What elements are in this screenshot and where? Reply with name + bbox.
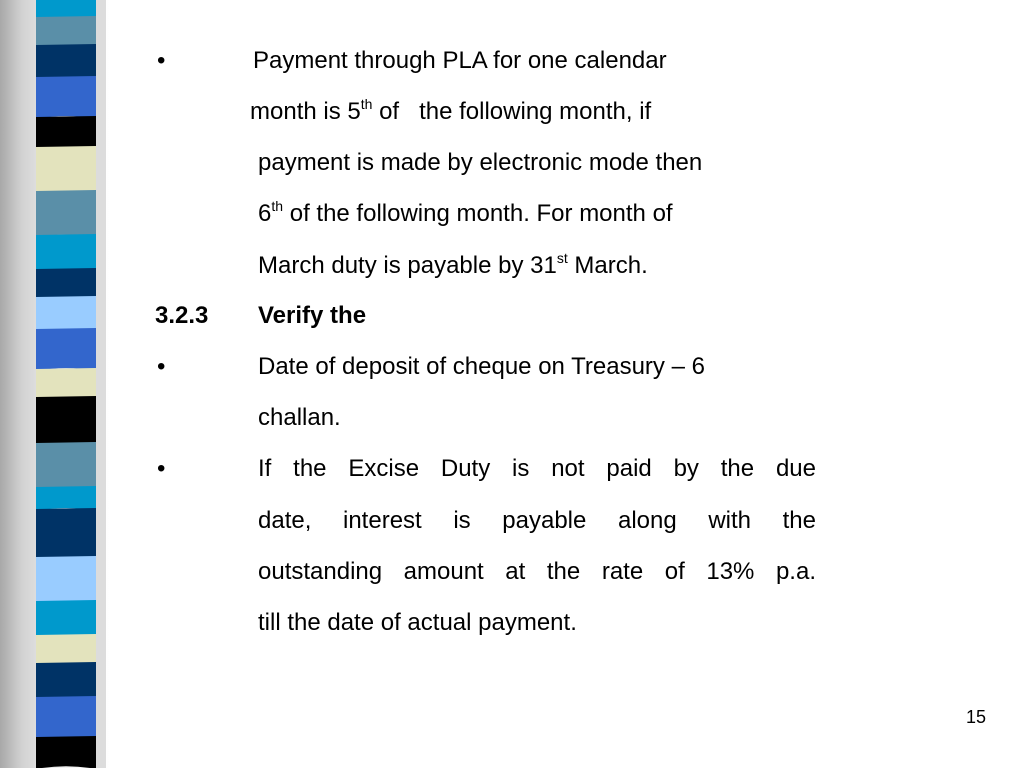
bullet-1: • [157,47,166,74]
stripe-band [36,296,96,331]
bullet-3: • [157,455,166,482]
stripe-band [36,234,96,271]
stripe-band [36,736,96,768]
decorative-stripe-border [0,0,130,768]
stripe-band [36,662,96,700]
stripe-band [36,116,96,150]
stripe-band [36,486,96,511]
stripe-band [36,556,96,605]
item3-line4: till the date of actual payment. [258,609,577,636]
section-number: 3.2.3 [155,302,209,329]
page-number: 15 [966,707,987,727]
item1-line2: month is 5th of the following month, if [250,96,652,125]
item1-line5: March duty is payable by 31st March. [258,250,648,279]
item3-line1: If the Excise Duty is not paid by the due [258,455,816,482]
item1-line3: payment is made by electronic mode then [258,149,703,176]
stripe-band [36,634,96,665]
section-title: Verify the [258,302,367,329]
stripe-band [36,328,96,371]
stripe-band [36,442,96,489]
stripe-band [36,508,96,559]
stripe-band [36,16,96,49]
item3-line2: date, interest is payable along with the [258,507,816,534]
item2-line1: Date of deposit of cheque on Treasury – 6 [258,353,705,380]
item1-line4: 6th of the following month. For month of [258,198,673,227]
item1-line1: Payment through PLA for one calendar [253,47,667,74]
stripe-band [36,190,96,237]
stripe-band [36,0,96,19]
item2-line2: challan. [258,404,341,431]
stripe-band [36,368,96,399]
stripe-band [36,600,96,637]
stripe-band [36,268,96,301]
stripe-band [36,396,96,447]
stripe-band [36,146,96,194]
stripe-band [36,76,96,119]
stripe-band [36,696,96,740]
stripe-band [36,44,96,79]
item3-line3: outstanding amount at the rate of 13% p.a. [258,558,816,585]
stripe-shadow [96,0,106,768]
bullet-2: • [157,353,166,380]
